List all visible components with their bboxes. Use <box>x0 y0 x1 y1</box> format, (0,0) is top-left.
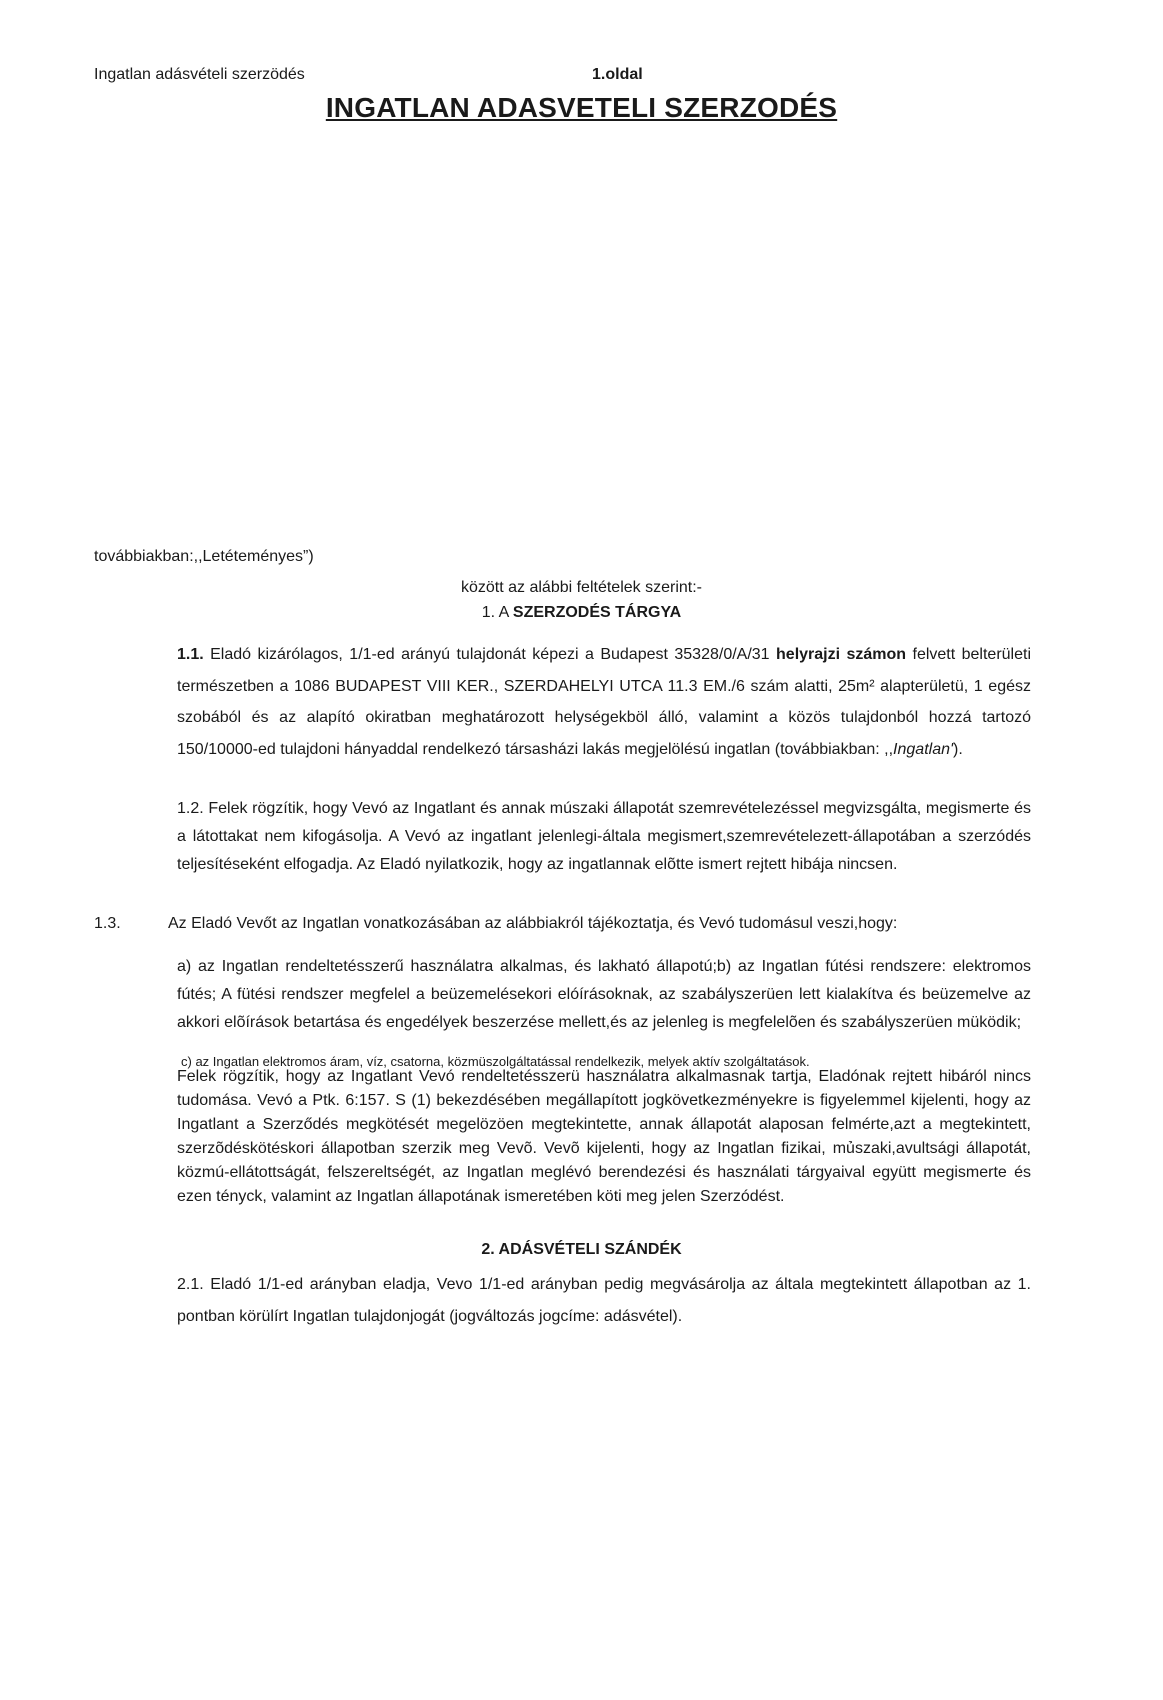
p21-text: 2.1. Eladó 1/1-ed arányban eladja, Vevo 1/1-ed arányban pedig megvásárolja az általa megtekintett állapotban az 1. pontban körülírt Ingatlan tulajdonjogát (jogváltozás jogcíme: adásvétel). <box>177 1276 1031 1325</box>
paragraph-2-1 <box>177 1269 1031 1332</box>
p11-text-3: ). <box>953 740 963 758</box>
p13-num: 1.3. <box>94 915 121 932</box>
p11-bold: helyrajzi számon <box>776 646 907 663</box>
section2-heading: 2. ADÁSVÉTELI SZÁNDÉK <box>481 1241 682 1258</box>
document-title: INGATLAN ADASVETELI SZERZODÉS <box>325 92 838 123</box>
section1-heading-num: 1. A <box>481 604 513 621</box>
depositary-line: továbbiakban:,,Letéteményes”) <box>94 548 314 565</box>
p11-num: 1.1. <box>177 646 204 663</box>
p11-italic: Ingatlan' <box>893 740 954 758</box>
paragraph-1-3-rest <box>177 1065 1031 1209</box>
p13-text: Az Eladó Vevőt az Ingatlan vonatkozásában az alábbiakról tájékoztatja, és Vevó tudomásul veszi,hogy: <box>168 915 898 932</box>
p11-text-2: felvett belterületi természetben a 1086 BUDAPEST VIII KER., SZERDAHELYI UTCA 11.3 EM./6 szám alatti, 25m² alapterületü, 1 egész szobából és az alapító okiratban meghatározott helységekböl álló, valamint a közös tulajdonból hozzá tartozó 150/10000-ed tulajdoni hányaddal rendelkezó társasházi lakás megjelölésú ingatlan (továbbiakban: ,, <box>177 646 1032 758</box>
p13-rest-text: Felek rögzítik, hogy az Ingatlant Vevó rendeltetésszerü használatra alkalmasnak tartja, Eladónak rejtett hibáról nincs tudomása. Vevó a Ptk. 6:157. S (1) bekezdésében megállapított jogkövetkezményekre is figyelemmel kijelenti, hogy az Ingatlant a Szerződés megkötését megelözöen megtekintette, annak állapotát alaposan felmérte,azt a megtekintett, szerzõdéskötéskori állapotban szerzik meg Vevõ. Vevõ kijelenti, hogy az Ingatlan fizikai, mủszaki,avultsági állapotát, közmú-ellátottságát, felszereltségét, az Ingatlan meglévó berendezési és használati tárgyaival együtt megismerte és ezen tényck, valamint az Ingatlan állapotának ismeretében köti meg jelen Szerzódést. <box>177 1068 1031 1205</box>
p11-text-1: Eladó kizárólagos, 1/1-ed arányú tulajdonát képezi a Budapest 35328/0/A/31 <box>203 646 777 663</box>
paragraph-1-1 <box>177 639 1031 765</box>
p13-c-text: c) az Ingatlan elektromos áram, víz, csatorna, közmüszolgáltatással rendelkezik, melyek aktív szolgáltatások. <box>181 1054 810 1069</box>
header-page-label: 1.oldal <box>592 66 643 83</box>
p12-text: 1.2. Felek rögzítik, hogy Vevó az Ingatlant és annak múszaki állapotát szemrevételezéssel megvizsgálta, megismerte és a látottakat nem kifogásolja. A Vevó az ingatlant jelenlegi-általa megismert,szemrevételezett-állapotában a szerzódés teljesítéseként elfogadja. Az Eladó nyilatkozik, hogy az ingatlannak elõtte ismert rejtett hibája nincsen. <box>177 800 1031 873</box>
section1-heading-text: SZERZODÉS TÁRGYA <box>512 604 682 621</box>
between-line: között az alábbi feltételek szerint:- <box>460 579 702 596</box>
header-doc-name: Ingatlan adásvételi szerzödés <box>94 66 305 83</box>
p13-a-text: a) az Ingatlan rendeltetésszerű használatra alkalmas, és lakható állapotú;b) az Ingatlan fútési rendszere: elektromos fútés; A fütési rendszer megfelel a beüzemelésekori elóírásoknak, az szabályszerüen lett kialakítva és beüzemelve az akkori elõírások betartása és engedélyek beszerzése mellett,és az jelenleg is megfelelõen és szabályszerüen müködik; <box>177 958 1031 1031</box>
paragraph-1-2 <box>177 795 1031 879</box>
paragraph-1-3-a <box>177 953 1031 1037</box>
section1-heading <box>0 604 1163 622</box>
